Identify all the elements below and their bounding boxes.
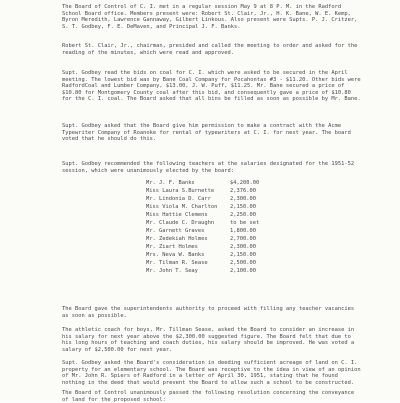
- coal-bids-paragraph: Supt. Godbey read the bids on coal for C. I. which were asked to be secured in the April meeting. The lowest bid was by Bane Coal Company for Pocahontas #3 - $11.20. Other bids were RadfordCoal and Lumber Company, $13.00, J. W. Puff, $11.25. Mr. Bane secured a price of $10.80 for Montgomery County coal after this bid, and consequently gave a price of $10.80 for the C. I. coal. The Board asked that all bins be filled as soon as possible by Mr. Bane.: [62, 70, 364, 103]
- attendance-paragraph: The Board of Control of C. I. met in a regular session May 9 at 8 P. M. in the Radford School Board office. Members present were: Robert St. Clair, Jr., H. K. Bane, W. E. Kemp, Byron Meredith, Lawrence Gannaway, Gilbert Linkous. Also present were Supts. P. J. Critzer, S. T. Godbey, F. E. DeMaven, and Principal J. F. Banks.: [62, 4, 361, 30]
- salary-row: [146, 195, 296, 203]
- salary-row: [146, 211, 296, 219]
- teacher-salary: 2,250.00: [230, 212, 256, 218]
- salary-row: [146, 203, 296, 211]
- teacher-name: Mr. J. F. Banks: [146, 180, 195, 186]
- teacher-salary: 2,300.00: [230, 244, 256, 250]
- teacher-salary: $4,200.00: [230, 180, 260, 186]
- salary-row: [146, 251, 296, 259]
- teacher-name: Miss Viola M. Charlton: [146, 204, 218, 210]
- teacher-salary: 2,500.00: [230, 260, 256, 266]
- teacher-salary: 1,800.00: [230, 228, 256, 234]
- salary-row: [146, 179, 296, 187]
- land-deed-paragraph: Supt. Godbey asked the Board's consideration in deeding sufficient acreage of land on C. I. property for an elementary school. The Board was receptive to the idea in view of an opinion of Mr. John R. Spiers of Radford in a letter of April 30, 1951, stating that he found nothing in the deed that would prevent the Board to allow such a school to be constructed.: [62, 360, 364, 386]
- teacher-salary: 2,376.00: [230, 188, 256, 194]
- teacher-name: Mr. Lindonia D. Carr: [146, 196, 211, 202]
- teacher-salary: 2,700.00: [230, 236, 256, 242]
- teacher-salary: 2,300.00: [230, 196, 256, 202]
- vacancies-paragraph: The Board gave the superintendents authority to proceed with filling any teacher vacancies as soon as possible.: [62, 306, 358, 319]
- teacher-salary: 2,100.00: [230, 268, 256, 274]
- teacher-name: Mr. Garnett Graves: [146, 228, 205, 234]
- salary-row: [146, 259, 296, 267]
- typewriter-contract-paragraph: Supt. Godbey asked that the Board give him permission to make a contract with the Acme Typewriter Company of Roanoke for rental of typewriters at C. I. for next year. The board voted that he should do this.: [62, 123, 355, 143]
- salary-row: [146, 267, 296, 275]
- coach-salary-paragraph: The athletic coach for boys, Mr. Tillman Sease, asked the Board to consider an increase in his salary for next year above the $2,300.00 suggested figure. The Board felt that due to his long hours of teaching and coach duties, his salary should be improved. He was voted a salary of $2,500.00 for next year.: [62, 327, 358, 353]
- resolution-paragraph: The Board of Control unanimously passed the following resolution concerning the conveyance of land for the proposed school:: [62, 390, 358, 403]
- minutes-approval-paragraph: Robert St. Clair, Jr., chairman, presided and called the meeting to order and asked for the reading of the minutes, which were read and approved.: [62, 43, 361, 56]
- teacher-name: Mr. Ziart Holmes: [146, 244, 198, 250]
- teacher-salary: 2,150.00: [230, 252, 256, 258]
- salary-row: [146, 235, 296, 243]
- salary-row: [146, 219, 296, 227]
- teacher-salary: to be set: [230, 220, 260, 226]
- teacher-name: Mr. Zedekiah Holmes: [146, 236, 208, 242]
- teacher-recommendation-paragraph: Supt. Godbey recommended the following teachers at the salaries designated for the 1951-52 session, which were unanimously elected by the board:: [62, 161, 358, 174]
- teacher-name: Mr. John T. Seay: [146, 268, 198, 274]
- teacher-name: Mrs. Neva W. Banks: [146, 252, 205, 258]
- teacher-name: Miss Laura S.Burnette: [146, 188, 215, 194]
- salary-row: [146, 227, 296, 235]
- teacher-salary: 2,150.00: [230, 204, 256, 210]
- teacher-name: Mr. Tilman R. Sease: [146, 260, 208, 266]
- salary-row: [146, 187, 296, 195]
- salary-row: [146, 243, 296, 251]
- teacher-salary-list: [146, 179, 296, 275]
- teacher-name: Miss Hattie Clemens: [146, 212, 208, 218]
- teacher-name: Mr. Claude C. Draughn: [146, 220, 215, 226]
